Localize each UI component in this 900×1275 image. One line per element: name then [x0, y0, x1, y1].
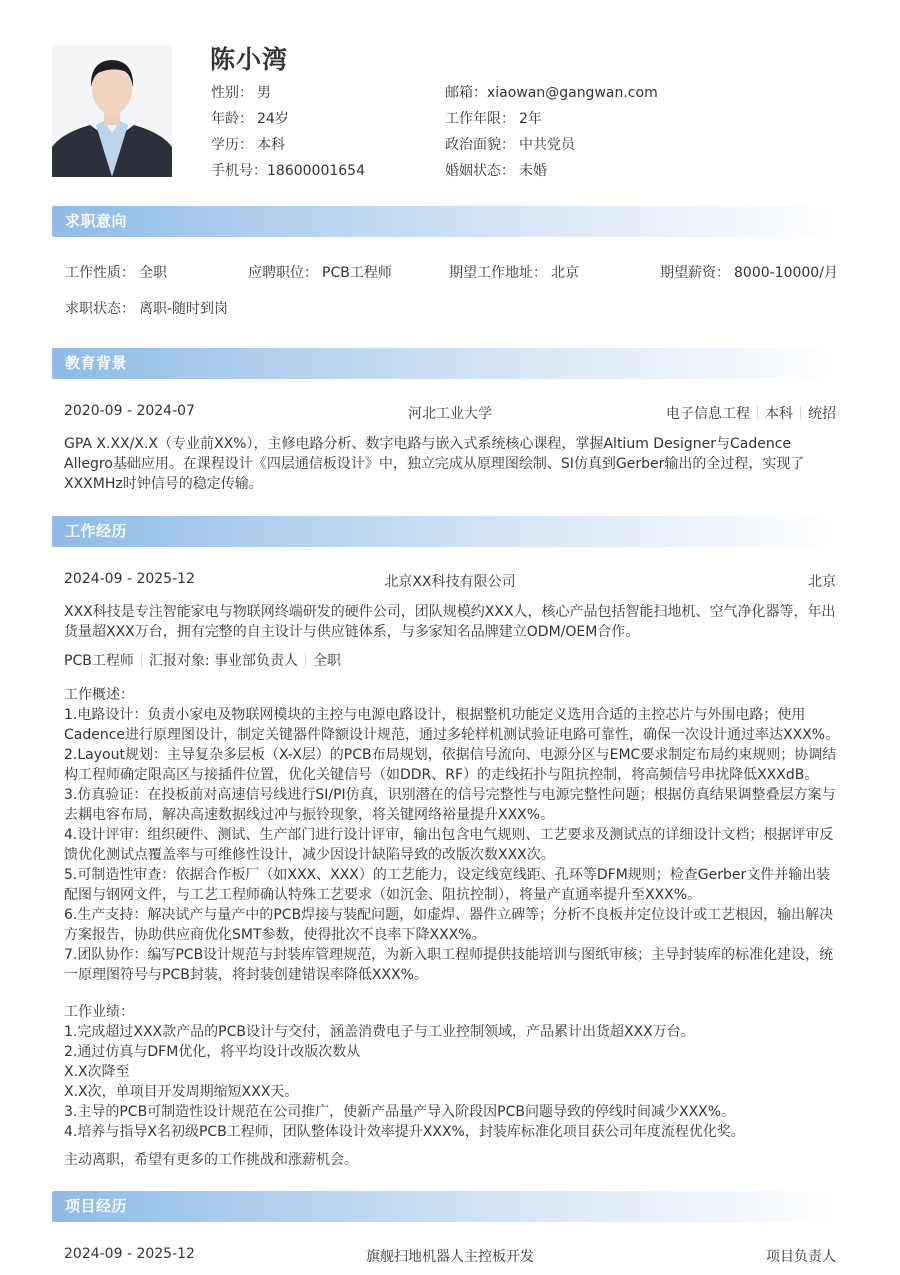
text-line: 4.培养与指导X名初级PCB工程师，团队整体设计效率提升XXX%，封装库标准化项目获公司年度流程优化奖。: [64, 1124, 745, 1140]
project-role: 项目负责人: [766, 1249, 836, 1265]
expected-location-value: 北京: [551, 265, 579, 281]
company-description: [64, 602, 840, 642]
text-line: 去耦电容布局，解决高速数据线过冲与振铃现象，将关键网络裕量提升XXX%。: [64, 807, 555, 823]
text-line: 1.完成超过XXX款产品的PCB设计与交付，涵盖消费电子与工业控制领域，产品累计出货超XXX万台。: [64, 1024, 695, 1040]
job-status-value: 离职-随时到岗: [139, 301, 229, 317]
project-name: 旗舰扫地机器人主控板开发: [366, 1249, 534, 1265]
text-line: X.X次降至: [64, 1064, 130, 1080]
role: PCB工程师: [64, 653, 134, 669]
section-header-education: [52, 348, 840, 379]
divider: [141, 653, 142, 667]
divider: [757, 406, 758, 420]
info-row: [211, 80, 671, 106]
section-title: 工作经历: [65, 522, 128, 540]
position-value: PCB工程师: [322, 265, 392, 281]
leave-reason: [64, 1150, 840, 1170]
section-title: 教育背景: [65, 354, 128, 372]
education-level-label: 学历：: [211, 137, 253, 153]
text-line: 2.通过仿真与DFM优化，将平均设计改版次数从: [64, 1044, 361, 1060]
text-line: X.X次，单项目开发周期缩短XXX天。: [64, 1084, 299, 1100]
report-to: 汇报对象: 事业部负责人: [148, 653, 298, 669]
phone-value: 18600001654: [267, 163, 365, 179]
political-status-label: 政治面貌：: [445, 137, 515, 153]
education-period: 2020-09 - 2024-07: [64, 403, 195, 419]
project-period: 2024-09 - 2025-12: [64, 1246, 195, 1262]
position-label: 应聘职位：: [248, 265, 318, 281]
age-value: 24岁: [257, 111, 289, 127]
age-label: 年龄：: [211, 111, 253, 127]
expected-location-label: 期望工作地址：: [449, 265, 547, 281]
project-entry-header: [64, 1246, 836, 1268]
section-title: 求职意向: [65, 212, 128, 230]
section-header-work: [52, 516, 840, 547]
profile-photo: [52, 45, 172, 177]
marital-status-value: 未婚: [519, 163, 547, 179]
text-line: 货量超XXX万台，拥有完整的自主设计与供应链体系，与多家知名品牌建立ODM/OEM合作。: [64, 624, 640, 640]
text-line: 7.团队协作：编写PCB设计规范与封装库管理规范，为新入职工程师提供技能培训与图纸审核；主导封装库的标准化建设，统: [64, 947, 834, 963]
work-years-value: 2年: [519, 111, 542, 127]
section-header-job-intent: [52, 206, 840, 237]
text-line: 一原理图符号与PCB封装，将封装创建错误率降低XXX%。: [64, 967, 428, 983]
overview-title: 工作概述：: [64, 687, 134, 703]
political-status-value: 中共党员: [519, 137, 575, 153]
achievements-title: 工作业绩：: [64, 1004, 134, 1020]
info-row: [211, 132, 671, 158]
job-type-label: 工作性质：: [65, 265, 135, 281]
person-photo-icon: [52, 45, 172, 177]
position: [248, 262, 392, 282]
marital-status-label: 婚姻状态：: [445, 163, 515, 179]
divider: [800, 406, 801, 420]
text-line: 6.生产支持：解决试产与量产中的PCB焊接与装配问题，如虚焊、器件立碑等；分析不良板并定位设计或工艺根因，输出解决: [64, 907, 834, 923]
work-overview: [64, 685, 840, 985]
job-type-value: 全职: [139, 265, 167, 281]
expected-salary: [660, 262, 838, 282]
work-achievements: [64, 1002, 840, 1142]
job-type: 全职: [313, 653, 341, 669]
education-entry-header: [64, 403, 836, 425]
text-line: 2.Layout规划：主导复杂多层板（X-X层）的PCB布局规划，依据信号流向、电源分区与EMC要求制定布局约束规则；协调结: [64, 747, 837, 763]
education-meta: [666, 403, 836, 423]
info-row: [211, 158, 671, 184]
divider: [305, 653, 306, 667]
job-status: [65, 298, 228, 318]
candidate-name: 陈小湾: [210, 45, 289, 74]
text-line: 3.仿真验证：在投板前对高速信号线进行SI/PI仿真，识别潜在的信号完整性与电源完整性问题；根据仿真结果调整叠层方案与: [64, 787, 836, 803]
expected-salary-label: 期望薪资：: [660, 265, 730, 281]
education-description: [64, 434, 840, 494]
company-name: 北京XX科技有限公司: [384, 574, 516, 590]
work-city: 北京: [808, 574, 836, 590]
school-name: 河北工业大学: [408, 406, 492, 422]
job-type: [65, 262, 167, 282]
text-line: 主动离职，希望有更多的工作挑战和涨薪机会。: [64, 1152, 358, 1168]
degree: 本科: [765, 406, 793, 422]
text-line: 方案报告，协助供应商优化SMT参数，使得批次不良率下降XXX%。: [64, 927, 486, 943]
email-label: 邮箱：: [445, 85, 487, 101]
text-line: 馈优化测试点覆盖率与可维修性设计，减少因设计缺陷导致的改版次数XXX次。: [64, 847, 555, 863]
text-line: Allegro基础应用。在课程设计《四层通信板设计》中，独立完成从原理图绘制、SI仿真到Gerber输出的全过程，实现了: [64, 456, 805, 472]
work-years-label: 工作年限：: [445, 111, 515, 127]
text-line: 4.设计评审：组织硬件、测试、生产部门进行设计评审，输出包含电气规则、工艺要求及测试点的详细设计文档；根据评审反: [64, 827, 834, 843]
text-line: XXXMHz时钟信号的稳定传输。: [64, 476, 263, 492]
expected-salary-value: 8000-10000/月: [734, 265, 838, 281]
info-row: [211, 106, 671, 132]
text-line: GPA X.XX/X.X（专业前XX%），主修电路分析、数字电路与嵌入式系统核心课程，掌握Altium Designer与Cadence: [64, 436, 792, 452]
gender-label: 性别：: [211, 85, 253, 101]
work-period: 2024-09 - 2025-12: [64, 571, 195, 587]
phone-label: 手机号：: [211, 163, 267, 179]
text-line: XXX科技是专注智能家电与物联网终端研发的硬件公司，团队规模约XXX人，核心产品包括智能扫地机、空气净化器等，年出: [64, 604, 836, 620]
section-header-projects: [52, 1191, 840, 1222]
text-line: 构工程师确定限高区与接插件位置，优化关键信号（如DDR、RF）的走线拓扑与阻抗控制，将高频信号串扰降低XXXdB。: [64, 767, 819, 783]
education-level-value: 本科: [257, 137, 285, 153]
work-role-meta: [64, 650, 341, 670]
text-line: 配图与钢网文件，与工艺工程师确认特殊工艺要求（如沉金、阻抗控制），将量产直通率提升至XXX%。: [64, 887, 702, 903]
work-entry-header: [64, 571, 836, 593]
text-line: 5.可制造性审查：依据合作板厂（如XXX、XXX）的工艺能力，设定线宽线距、孔环等DFM规则；检查Gerber文件并输出装: [64, 867, 831, 883]
expected-location: [449, 262, 579, 282]
gender-value: 男: [257, 85, 271, 101]
major: 电子信息工程: [666, 406, 750, 422]
text-line: 3.主导的PCB可制造性设计规范在公司推广，使新产品量产导入阶段因PCB问题导致的停线时间减少XXX%。: [64, 1104, 736, 1120]
job-status-label: 求职状态：: [65, 301, 135, 317]
text-line: Cadence进行原理图设计，制定关键器件降额设计规范，通过多轮样机测试验证电路可靠性，确保一次设计通过率达XXX%。: [64, 727, 840, 743]
section-title: 项目经历: [65, 1197, 128, 1215]
basic-info: [211, 80, 671, 184]
text-line: 1.电路设计：负责小家电及物联网模块的主控与电源电路设计，根据整机功能定义选用合适的主控芯片与外围电路；使用: [64, 707, 806, 723]
enrollment-type: 统招: [808, 406, 836, 422]
email-value: xiaowan@gangwan.com: [487, 85, 658, 101]
